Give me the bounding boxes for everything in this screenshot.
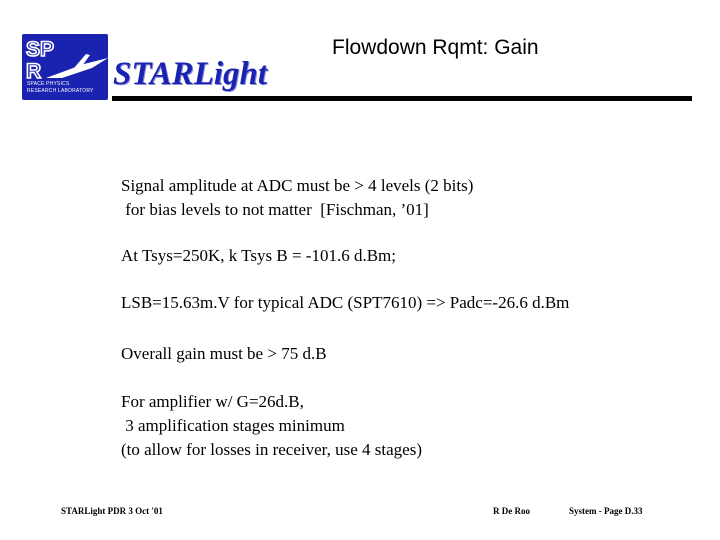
logo-line-2: RESEARCH LABORATORY [27, 88, 94, 94]
body-line-4: LSB=15.63m.V for typical ADC (SPT7610) => Padc=-26.6 d.Bm [121, 293, 570, 312]
body-line-1: Signal amplitude at ADC must be > 4 levels (2 bits) [121, 176, 474, 195]
footer-center: R De Roo [493, 506, 530, 516]
body-line-3: At Tsys=250K, k Tsys B = -101.6 d.Bm; [121, 246, 396, 265]
sprl-logo [22, 34, 108, 100]
logo-line-1: SPACE PHYSICS [27, 81, 70, 87]
body-line-5: Overall gain must be > 75 d.B [121, 344, 327, 363]
spacecraft-icon [46, 58, 108, 78]
page-title: Flowdown Rqmt: Gain [332, 36, 539, 59]
body-line-8: (to allow for losses in receiver, use 4 stages) [121, 440, 422, 459]
body-line-7: 3 amplification stages minimum [121, 416, 345, 435]
logo-letters-top: SP [26, 38, 55, 61]
brand-wordmark: STARLight [113, 56, 268, 92]
footer-right: System - Page D.33 [569, 506, 643, 516]
body-line-2: for bias levels to not matter [Fischman, ’01] [121, 200, 429, 219]
logo-letters-bottom: R [26, 60, 42, 83]
footer-left: STARLight PDR 3 Oct '01 [61, 506, 163, 516]
body-line-6: For amplifier w/ G=26d.B, [121, 392, 304, 411]
header-rule [112, 96, 692, 101]
